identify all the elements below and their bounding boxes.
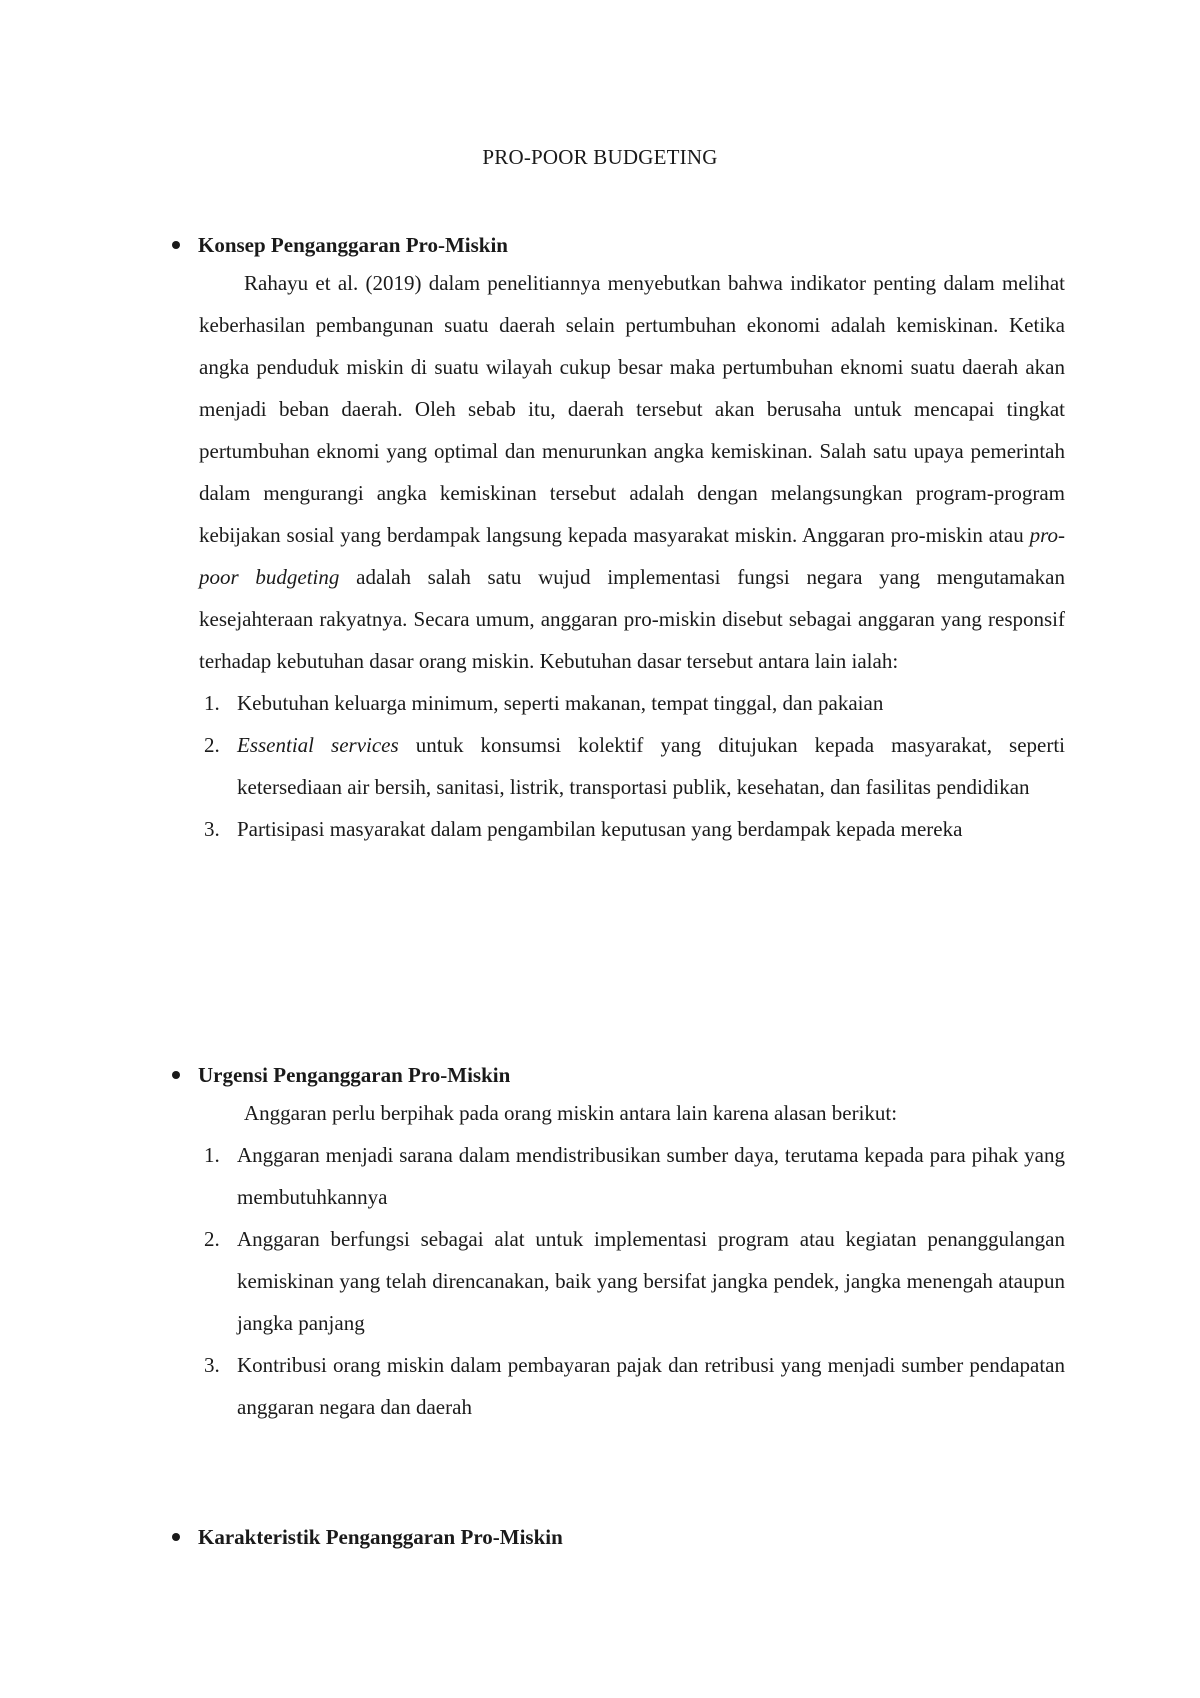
list-item: [199, 1134, 1065, 1218]
list-item: [199, 1344, 1065, 1428]
section-heading-row: [170, 230, 1065, 260]
list-item-text: Anggaran menjadi sarana dalam mendistribusikan sumber daya, terutama kepada para pihak yang membutuhkannya: [237, 1143, 1065, 1209]
list-number: 1.: [204, 1143, 220, 1167]
numbered-list: [170, 1134, 1065, 1428]
list-item: [199, 682, 1065, 724]
page-title: PRO-POOR BUDGETING: [482, 145, 718, 169]
bullet-icon: [172, 1071, 180, 1079]
paragraph-italic-term: pro-poor budgeting: [199, 523, 1065, 589]
list-item-text: Anggaran berfungsi sebagai alat untuk implementasi program atau kegiatan penanggulangan kemiskinan yang telah direncanakan, baik yang bersifat jangka pendek, jangka menengah ataupun jangka panjang: [237, 1227, 1065, 1335]
list-number: 2.: [204, 733, 220, 757]
section-heading-row: [170, 1522, 1065, 1552]
section-heading: Urgensi Penganggaran Pro-Miskin: [198, 1062, 511, 1087]
list-item: [199, 724, 1065, 808]
bullet-icon: [172, 241, 180, 249]
section-heading: Karakteristik Penganggaran Pro-Miskin: [198, 1524, 563, 1549]
paragraph-text: Rahayu et al. (2019) dalam penelitiannya menyebutkan bahwa indikator penting dalam melihat keberhasilan pembangunan suatu daerah selain pertumbuhan ekonomi adalah kemiskinan. Ketika angka penduduk miskin di suatu wilayah cukup besar maka pertumbuhan eknomi suatu daerah akan menjadi beban daerah. Oleh sebab itu, daerah tersebut akan berusaha untuk mencapai tingkat pertumbuhan eknomi yang optimal dan menurunkan angka kemiskinan. Salah satu upaya pemerintah dalam mengurangi angka kemiskinan tersebut adalah dengan melangsungkan program-program kebijakan sosial yang berdampak langsung kepada masyarakat miskin. Anggaran pro-miskin atau: [199, 271, 1065, 547]
section-karakteristik: [170, 1522, 1065, 1552]
list-number: 2.: [204, 1227, 220, 1251]
numbered-list: [170, 682, 1065, 850]
list-item: [199, 1218, 1065, 1344]
section-konsep: [170, 230, 1065, 850]
list-item-text-rest: untuk konsumsi kolektif yang ditujukan kepada masyarakat, seperti ketersediaan air bersih, sanitasi, listrik, transportasi publik, kesehatan, dan fasilitas pendidikan: [237, 733, 1065, 799]
list-item-italic-term: Essential services: [237, 733, 399, 757]
list-item-text: [237, 724, 1065, 808]
section-urgensi: [170, 1060, 1065, 1428]
list-item-text: Kontribusi orang miskin dalam pembayaran pajak dan retribusi yang menjadi sumber pendapatan anggaran negara dan daerah: [237, 1353, 1065, 1419]
section-intro: Anggaran perlu berpihak pada orang miskin antara lain karena alasan berikut:: [244, 1101, 898, 1125]
list-item-text: Partisipasi masyarakat dalam pengambilan keputusan yang berdampak kepada mereka: [237, 817, 963, 841]
paragraph-text: adalah salah satu wujud implementasi fungsi negara yang mengutamakan kesejahteraan rakyatnya. Secara umum, anggaran pro-miskin disebut sebagai anggaran yang responsif terhadap kebutuhan dasar orang miskin. Kebutuhan dasar tersebut antara lain ialah:: [199, 565, 1065, 673]
list-item-text: Kebutuhan keluarga minimum, seperti makanan, tempat tinggal, dan pakaian: [237, 691, 884, 715]
section-heading: Konsep Penganggaran Pro-Miskin: [198, 232, 508, 257]
list-item: [199, 808, 1065, 850]
list-number: 3.: [204, 1353, 220, 1377]
bullet-icon: [172, 1533, 180, 1541]
list-number: 3.: [204, 817, 220, 841]
section-heading-row: [170, 1060, 1065, 1090]
section-paragraph: [199, 262, 1065, 682]
list-number: 1.: [204, 691, 220, 715]
